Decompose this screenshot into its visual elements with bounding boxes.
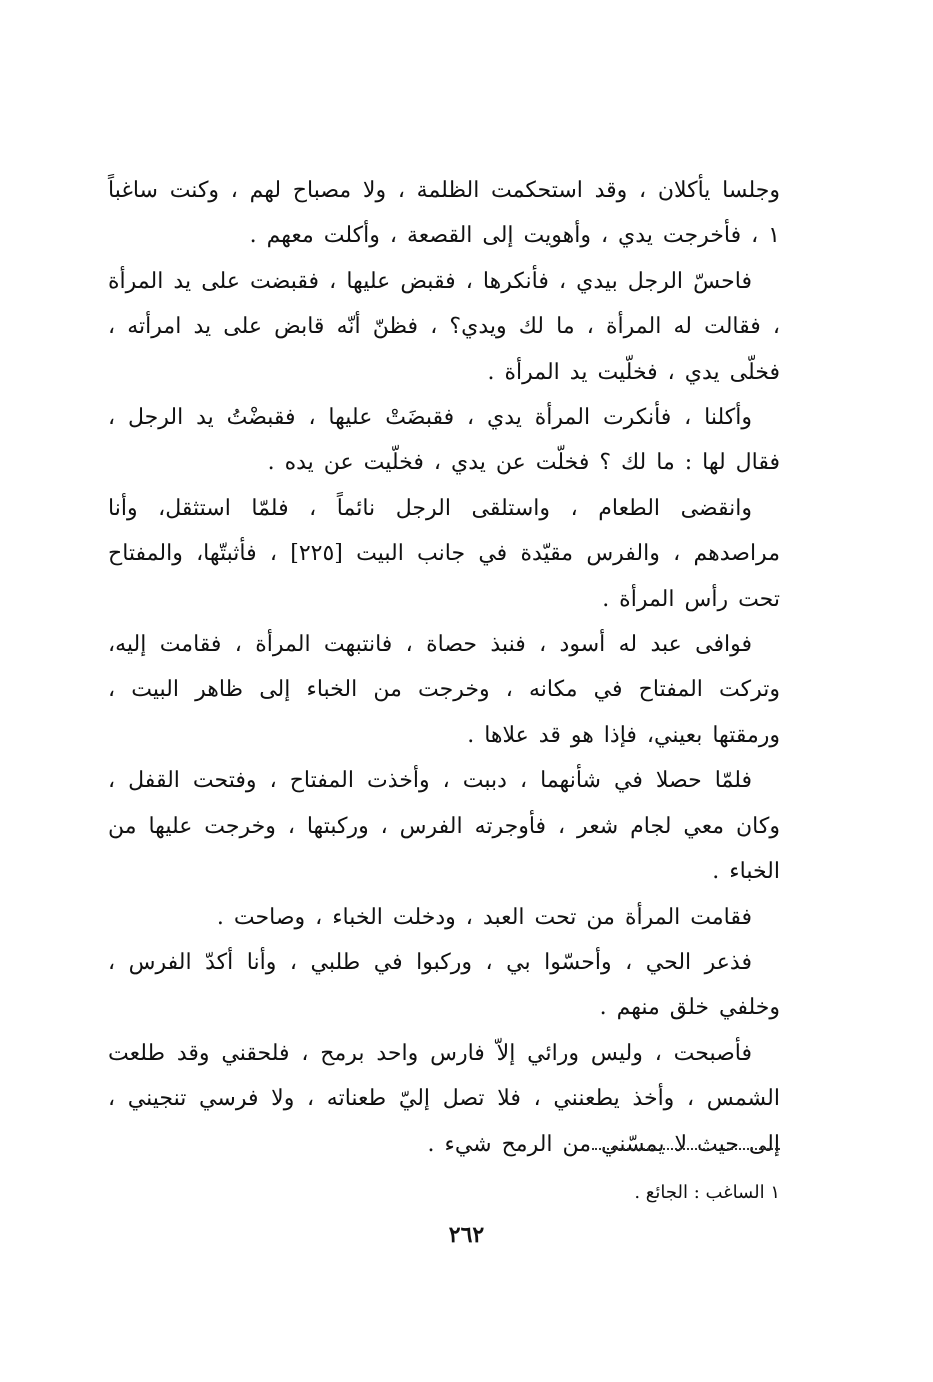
paragraph-3: وأكلنا ، فأنكرت المرأة يدي ، فقبضَتْ عليها ، فقبضْتُ يد الرجل ، فقال لها : ما لك ؟ فخلّت عن يدي ، فخلّيت عن يده .	[108, 405, 780, 476]
paragraph-8: فذعر الحي ، وأحسّوا بي ، وركبوا في طلبي ، وأنا أكدّ الفرس ، وخلفي خلق منهم .	[108, 949, 780, 1021]
paragraph-2: فاحسّ الرجل بيدي ، فأنكرها ، فقبض عليها ، فقبضت على يد المرأة ، فقالت له المرأة ، ما لك ويدي؟ ، فظنّ أنّه قابض على يد امرأته ، فخلّى يدي ، فخلّيت يد المرأة .	[108, 268, 780, 385]
paragraph-6: فلمّا حصلا في شأنهما ، دببت ، وأخذت المفتاح ، وفتحت القفل ، وكان معي لجام شعر ، فأوجرته الفرس ، وركبتها ، وخرجت عليها من الخباء .	[108, 768, 780, 885]
paragraph-4: وانقضى الطعام ، واستلقى الرجل نائماً ، فلمّا استثقل، وأنا مراصدهم ، والفرس مقيّدة في جانب البيت [٢٢٥] ، فأثبتّها، والمفتاح تحت رأس المرأة .	[108, 495, 780, 612]
paragraph-5: فوافى عبد له أسود ، فنبذ حصاة ، فانتبهت المرأة ، فقامت إليه، وتركت المفتاح في مكانه ، وخرجت من الخباء إلى ظاهر البيت ، ورمقتها بعيني، فإذا هو قد علاها .	[108, 632, 780, 748]
main-text	[108, 168, 780, 1167]
paragraph-9: فأصبحت ، وليس ورائي إلاّ فارس واحد برمح ، فلحقني وقد طلعت الشمس ، وأخذ يطعنني ، فلا تصل إليّ طعناته ، ولا فرسي تنجيني ، إلى حيث لا يمسّني من الرمح شيء .	[108, 1040, 780, 1157]
paragraph-7: فقامت المرأة من تحت العبد ، ودخلت الخباء ، وصاحت .	[216, 904, 752, 930]
footnote-divider	[592, 1148, 780, 1150]
footnote: ١ الساغب : الجائع .	[634, 1182, 780, 1203]
paragraph-1: وجلسا يأكلان ، وقد استحكمت الظلمة ، ولا مصباح لهم ، وكنت ساغباً ١ ، فأخرجت يدي ، وأهويت إلى القصعة ، وأكلت معهم .	[108, 178, 780, 249]
page-number: ٢٦٢	[448, 1222, 485, 1248]
